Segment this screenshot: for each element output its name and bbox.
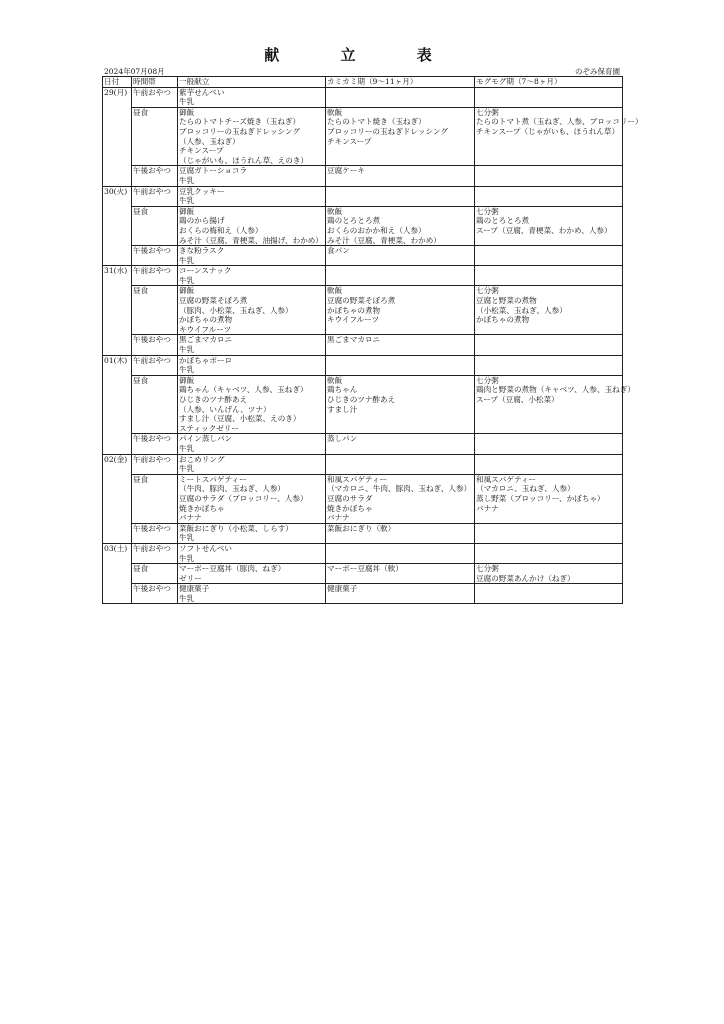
- menu-line: 和風スパゲティー: [327, 474, 388, 484]
- menu-line: 御飯: [179, 206, 195, 216]
- kami-menu-cell: [326, 355, 475, 375]
- time-slot: 午後おやつ: [132, 584, 178, 604]
- kami-menu-cell: [326, 454, 475, 474]
- menu-line: バナナ: [327, 513, 350, 523]
- menu-line: すまし汁（豆腐、小松菜、えのき）: [179, 414, 301, 424]
- day-date: 03(土): [103, 543, 132, 604]
- time-slot: 午後おやつ: [132, 166, 178, 186]
- menu-line: 牛乳: [179, 255, 195, 265]
- menu-line: チキンスープ: [327, 136, 372, 146]
- menu-line: かぼちゃの煮物: [476, 315, 530, 325]
- menu-line: ひじきのツナ酢あえ: [179, 395, 248, 404]
- menu-line: コーンスナック: [179, 266, 232, 276]
- time-slot: 午後おやつ: [132, 434, 178, 454]
- table-row: [103, 266, 623, 286]
- mogu-menu-cell: [475, 206, 623, 245]
- menu-line: 健康菓子: [327, 584, 358, 594]
- kami-menu-cell: [326, 584, 475, 604]
- general-menu-cell: [178, 454, 326, 474]
- menu-line: 御飯: [179, 107, 195, 117]
- menu-line: 豆腐の野菜そぼろ煮: [327, 296, 396, 306]
- menu-line: スープ（豆腐、青梗菜、わかめ、人参）: [476, 225, 612, 235]
- day-date: 29(月): [103, 87, 132, 186]
- kami-menu-cell: [326, 375, 475, 434]
- mogu-menu-cell: [475, 454, 623, 474]
- menu-line: たらのトマトチーズ焼き（玉ねぎ）: [179, 117, 301, 127]
- menu-line: 黒ごまマカロニ: [327, 335, 381, 345]
- menu-line: ミートスパゲティー: [179, 474, 247, 484]
- menu-line: バナナ: [179, 513, 202, 523]
- general-menu-cell: [178, 474, 326, 523]
- header-mogumogu: モグモグ期（7～8ヶ月）: [475, 77, 623, 88]
- header-general: 一般献立: [178, 77, 326, 88]
- general-menu-cell: [178, 186, 326, 206]
- menu-line: 菜飯おにぎり（小松菜、しらす）: [179, 523, 293, 533]
- menu-line: 蒸し野菜（ブロッコリー、かぼちゃ）: [476, 493, 605, 503]
- kami-menu-cell: [326, 474, 475, 523]
- menu-line: （マカロニ、牛肉、豚肉、玉ねぎ、人参）: [327, 484, 472, 494]
- kami-menu-cell: [326, 335, 475, 355]
- general-menu-cell: [178, 246, 326, 266]
- menu-line: （豚肉、小松菜、玉ねぎ、人参）: [179, 305, 293, 315]
- table-row: [103, 454, 623, 474]
- table-row: [103, 584, 623, 604]
- menu-line: 蒸しパン: [327, 434, 358, 444]
- menu-line: 紫芋せんべい: [179, 87, 225, 97]
- menu-line: （マカロニ、玉ねぎ、人参）: [476, 484, 575, 494]
- menu-line: 牛乳: [179, 593, 195, 603]
- menu-line: 鶏ちゃん: [327, 385, 358, 395]
- page-title: 献 立 表: [264, 46, 460, 64]
- day-date: 30(火): [103, 186, 132, 266]
- menu-line: パイン蒸しパン: [179, 434, 233, 444]
- menu-line: 牛乳: [179, 533, 195, 543]
- menu-line: 菜飯おにぎり（軟）: [327, 523, 396, 533]
- kami-menu-cell: [326, 206, 475, 245]
- menu-line: ソフトせんべい: [179, 543, 233, 553]
- time-slot: 午後おやつ: [132, 246, 178, 266]
- time-slot: 昼食: [132, 375, 178, 434]
- mogu-menu-cell: [475, 474, 623, 523]
- kami-menu-cell: [326, 246, 475, 266]
- time-slot: 午前おやつ: [132, 543, 178, 563]
- time-slot: 午前おやつ: [132, 355, 178, 375]
- menu-line: 軟飯: [327, 375, 343, 385]
- menu-line: かぼちゃの煮物: [179, 315, 233, 325]
- time-slot: 午前おやつ: [132, 266, 178, 286]
- menu-line: スープ（豆腐、小松菜）: [476, 395, 559, 404]
- mogu-menu-cell: [475, 286, 623, 335]
- time-slot: 午前おやつ: [132, 186, 178, 206]
- day-date: 02(金): [103, 454, 132, 543]
- time-slot: 昼食: [132, 107, 178, 166]
- general-menu-cell: [178, 523, 326, 543]
- menu-line: キウイフルーツ: [179, 324, 232, 334]
- menu-line: 御飯: [179, 286, 195, 296]
- time-slot: 昼食: [132, 286, 178, 335]
- school-name: のぞみ保育園: [575, 67, 620, 76]
- table-row: [103, 355, 623, 375]
- table-row: [103, 246, 623, 266]
- table-row: [103, 474, 623, 523]
- table-row: [103, 107, 623, 166]
- menu-line: 軟飯: [327, 107, 343, 117]
- table-row: [103, 523, 623, 543]
- kami-menu-cell: [326, 434, 475, 454]
- time-slot: 午後おやつ: [132, 335, 178, 355]
- menu-line: ブロッコリーの玉ねぎドレッシング: [327, 126, 448, 136]
- menu-date: 2024年07月08月: [104, 67, 165, 76]
- menu-line: スティックゼリー: [179, 423, 239, 433]
- mogu-menu-cell: [475, 266, 623, 286]
- general-menu-cell: [178, 166, 326, 186]
- menu-line: すまし汁: [327, 404, 358, 414]
- table-row: [103, 375, 623, 434]
- mogu-menu-cell: [475, 335, 623, 355]
- menu-line: 健康菓子: [179, 584, 210, 594]
- menu-line: みそ汁（豆腐、青梗菜、わかめ）: [327, 235, 441, 245]
- table-row: [103, 186, 623, 206]
- menu-line: 焼きかぼちゃ: [327, 503, 373, 513]
- time-slot: 昼食: [132, 474, 178, 523]
- kami-menu-cell: [326, 543, 475, 563]
- day-date: 01(木): [103, 355, 132, 454]
- kami-menu-cell: [326, 523, 475, 543]
- menu-line: 七分粥: [476, 375, 499, 385]
- general-menu-cell: [178, 266, 326, 286]
- menu-table: [102, 76, 643, 604]
- menu-line: 牛乳: [179, 443, 195, 453]
- mogu-menu-cell: [475, 523, 623, 543]
- menu-line: マーボー豆腐丼（軟）: [327, 564, 403, 574]
- menu-line: 鶏ちゃん（キャベツ、人参、玉ねぎ）: [179, 385, 308, 395]
- general-menu-cell: [178, 564, 326, 584]
- mogu-menu-cell: [475, 166, 623, 186]
- menu-line: （人参、玉ねぎ）: [179, 136, 240, 146]
- table-row: [103, 166, 623, 186]
- menu-line: きな粉ラスク: [179, 246, 225, 256]
- menu-line: 七分粥: [476, 107, 499, 117]
- general-menu-cell: [178, 434, 326, 454]
- menu-line: 鶏肉と野菜の煮物（キャベツ、人参、玉ねぎ）: [476, 385, 635, 395]
- table-row: [103, 87, 623, 107]
- menu-line: （牛肉、豚肉、玉ねぎ、人参）: [179, 484, 286, 494]
- general-menu-cell: [178, 584, 326, 604]
- kami-menu-cell: [326, 266, 475, 286]
- kami-menu-cell: [326, 107, 475, 166]
- menu-line: おくらの梅和え（人参）: [179, 225, 263, 235]
- general-menu-cell: [178, 355, 326, 375]
- menu-line: 牛乳: [179, 275, 195, 285]
- table-row: [103, 286, 623, 335]
- menu-line: 鶏のから揚げ: [179, 216, 225, 226]
- menu-line: たらのトマト焼き（玉ねぎ）: [327, 117, 426, 127]
- table-row: [103, 434, 623, 454]
- menu-line: チキンスープ（じゃがいも、ほうれん草）: [476, 126, 620, 136]
- menu-line: 豆腐のサラダ（ブロッコリー、人参）: [179, 493, 308, 503]
- menu-line: 牛乳: [179, 345, 195, 355]
- menu-line: 御飯: [179, 375, 195, 385]
- menu-line: ひじきのツナ酢あえ: [327, 395, 396, 404]
- menu-line: 七分粥: [476, 286, 499, 296]
- menu-line: （じゃがいも、ほうれん草、えのき）: [179, 155, 309, 165]
- kami-menu-cell: [326, 286, 475, 335]
- menu-line: ブロッコリーの玉ねぎドレッシング: [179, 126, 300, 136]
- day-date: 31(水): [103, 266, 132, 355]
- menu-line: （小松菜、玉ねぎ、人参）: [476, 305, 567, 315]
- header-date: 日付: [103, 77, 132, 88]
- table-row: [103, 543, 623, 563]
- menu-line: （人参、いんげん、ツナ）: [179, 404, 271, 414]
- time-slot: 昼食: [132, 564, 178, 584]
- menu-line: 豆腐のサラダ: [327, 493, 373, 503]
- menu-line: マーボー豆腐丼（豚肉、ねぎ）: [179, 564, 286, 574]
- table-row: [103, 335, 623, 355]
- menu-line: 軟飯: [327, 286, 343, 296]
- menu-line: 牛乳: [179, 196, 195, 206]
- kami-menu-cell: [326, 186, 475, 206]
- menu-line: 牛乳: [179, 97, 195, 107]
- menu-line: 豆腐ガトーショコラ: [179, 166, 248, 176]
- menu-line: 和風スパゲティー: [476, 474, 537, 484]
- mogu-menu-cell: [475, 564, 623, 584]
- mogu-menu-cell: [475, 107, 643, 166]
- menu-line: 豆腐と野菜の煮物: [476, 296, 537, 306]
- kami-menu-cell: [326, 87, 475, 107]
- time-slot: 午後おやつ: [132, 523, 178, 543]
- header-time: 時間帯: [132, 77, 178, 88]
- menu-line: 牛乳: [179, 365, 195, 375]
- mogu-menu-cell: [475, 355, 623, 375]
- mogu-menu-cell: [475, 434, 623, 454]
- mogu-menu-cell: [475, 375, 635, 434]
- header-kamikami: カミカミ期（9～11ヶ月）: [326, 77, 475, 88]
- menu-line: かぼちゃボーロ: [179, 355, 233, 365]
- general-menu-cell: [178, 286, 326, 335]
- mogu-menu-cell: [475, 584, 623, 604]
- menu-line: 七分粥: [476, 564, 499, 574]
- time-slot: 昼食: [132, 206, 178, 245]
- menu-line: 豆腐の野菜あんかけ（ねぎ）: [476, 573, 575, 583]
- general-menu-cell: [178, 87, 326, 107]
- mogu-menu-cell: [475, 543, 623, 563]
- menu-line: 鶏のとろとろ煮: [327, 216, 381, 226]
- table-row: [103, 206, 623, 245]
- general-menu-cell: [178, 375, 326, 434]
- general-menu-cell: [178, 543, 326, 563]
- menu-line: おこめリング: [179, 454, 225, 464]
- general-menu-cell: [178, 107, 326, 166]
- menu-line: バナナ: [476, 503, 499, 513]
- general-menu-cell: [178, 335, 326, 355]
- menu-line: おくらのおかか和え（人参）: [327, 225, 426, 235]
- header-row: [103, 77, 623, 88]
- menu-line: ゼリー: [179, 573, 202, 583]
- time-slot: 午前おやつ: [132, 87, 178, 107]
- menu-line: かぼちゃの煮物: [327, 305, 381, 315]
- menu-line: キウイフルーツ: [327, 315, 380, 325]
- menu-line: 牛乳: [179, 464, 195, 474]
- menu-line: 豆腐ケーキ: [327, 166, 365, 176]
- menu-line: 豆腐の野菜そぼろ煮: [179, 296, 248, 306]
- menu-line: 豆乳クッキー: [179, 186, 225, 196]
- menu-line: みそ汁（豆腐、青梗菜、油揚げ、わかめ）: [179, 235, 323, 245]
- menu-line: 牛乳: [179, 553, 195, 563]
- menu-line: 七分粥: [476, 206, 499, 216]
- menu-line: 軟飯: [327, 206, 343, 216]
- menu-line: 黒ごまマカロニ: [179, 335, 233, 345]
- general-menu-cell: [178, 206, 326, 245]
- menu-body: [103, 87, 643, 604]
- kami-menu-cell: [326, 166, 475, 186]
- kami-menu-cell: [326, 564, 475, 584]
- time-slot: 午前おやつ: [132, 454, 178, 474]
- menu-line: 牛乳: [179, 175, 195, 185]
- mogu-menu-cell: [475, 246, 623, 266]
- menu-line: 焼きかぼちゃ: [179, 503, 225, 513]
- table-row: [103, 564, 623, 584]
- menu-line: 食パン: [327, 246, 350, 256]
- menu-line: たらのトマト煮（玉ねぎ、人参、ブロッコリー）: [476, 117, 643, 127]
- menu-line: 鶏のとろとろ煮: [476, 216, 530, 226]
- mogu-menu-cell: [475, 87, 623, 107]
- mogu-menu-cell: [475, 186, 623, 206]
- menu-line: チキンスープ: [179, 146, 224, 156]
